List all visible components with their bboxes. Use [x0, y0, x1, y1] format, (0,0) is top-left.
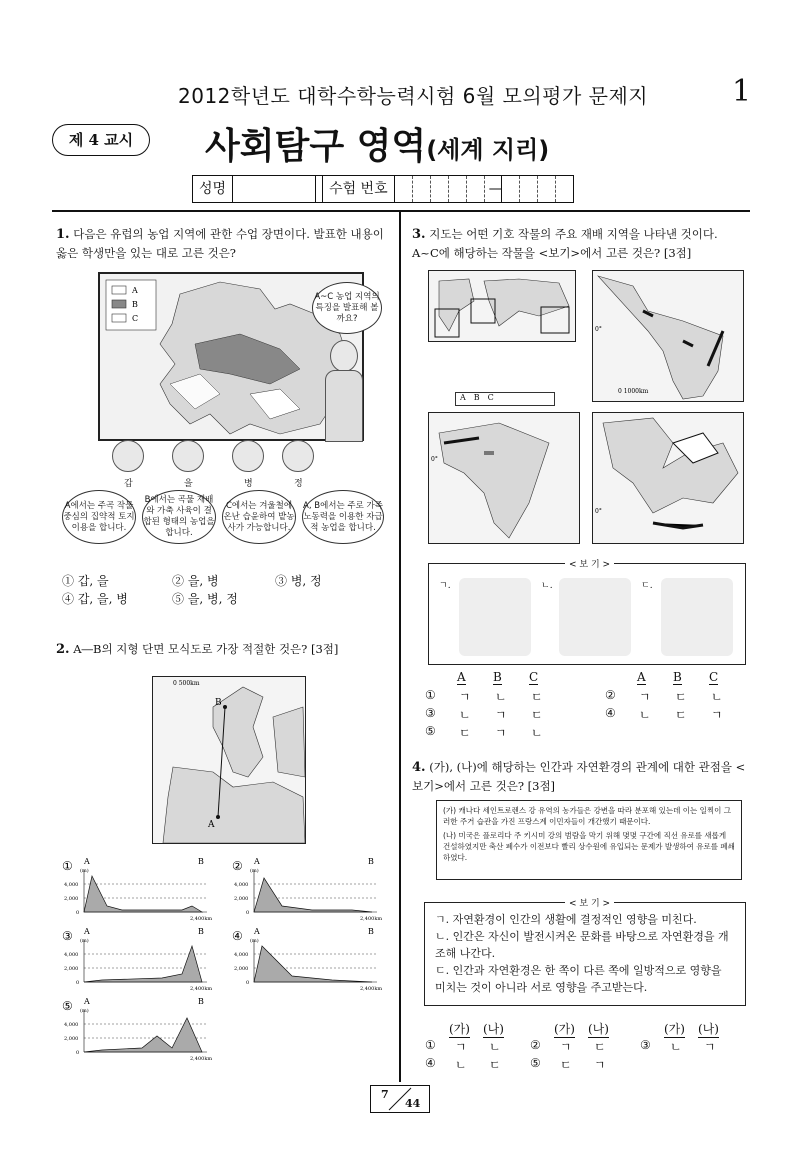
q4-col-header: (나): [698, 1022, 719, 1036]
subject-main: 사회탐구 영역: [205, 126, 427, 167]
q3-choice-cell: ㄷ: [675, 690, 687, 704]
footer-total: 44: [405, 1097, 421, 1110]
q3-choice-cell: ㄱ: [495, 726, 507, 740]
q2-point-b: B: [215, 698, 222, 708]
q3-bogi-label: ㄴ.: [541, 581, 553, 591]
profile-xend: 2,400km: [190, 1056, 213, 1062]
q3-stem: [412, 225, 747, 262]
q3-choice-cell: ㄱ: [711, 708, 723, 722]
exam-no-label: 수험 번호: [322, 176, 395, 202]
q4-passage-ga: (가) 캐나다 세인트로렌스 강 유역의 농가들은 강변을 따라 분포해 있는데 이는 일찍이 그러한 주거 습관을 가진 프랑스계 이민자들이 개간했기 때문이다.: [443, 806, 732, 826]
header-rule: [52, 210, 750, 212]
student-label: 을: [184, 479, 193, 489]
profile-num: ⑤: [62, 999, 73, 1013]
q4-choice-cell: ㄱ: [560, 1040, 572, 1054]
profile-tick: 0: [246, 910, 250, 916]
student-gap-figure: [112, 440, 144, 472]
page-number: 1: [732, 74, 752, 109]
q3-choice-cell: ㄱ: [495, 708, 507, 722]
profile-xend: 2,400km: [360, 986, 383, 992]
q3-legend: [455, 392, 555, 406]
q2-stem: [56, 640, 391, 659]
profile-tick: 2,000: [234, 966, 249, 972]
q1-choice-2[interactable]: ② 을, 병: [172, 574, 219, 588]
q2-scale: 0 500km: [173, 680, 200, 687]
q3-col-header: C: [709, 670, 719, 684]
profile-shape: [254, 878, 372, 912]
statement-byeong: C에서는 겨울철에 온난 습윤하여 밭농사가 가능합니다.: [222, 490, 296, 544]
q3-legend-a: A: [460, 393, 466, 402]
q3-answer-table: [425, 670, 745, 740]
exam-no-digit[interactable]: [395, 176, 413, 202]
profile-option[interactable]: [62, 857, 212, 922]
q3-choice-cell: ㄴ: [495, 690, 507, 704]
q3-choice-cell: ㄴ: [459, 708, 471, 722]
student-label: 병: [244, 479, 253, 489]
profile-unit: (m): [80, 938, 89, 944]
q2-map: [152, 676, 306, 844]
q4-choice-cell: ㄱ: [455, 1040, 467, 1054]
profile-tick: 4,000: [64, 952, 79, 958]
q4-choice-num[interactable]: ⑤: [530, 1056, 541, 1070]
exam-no-digit[interactable]: [449, 176, 467, 202]
q4-choice-cell: ㄴ: [489, 1040, 501, 1054]
q1-choice-4[interactable]: ④ 갑, 을, 병: [62, 592, 128, 606]
q3-choice-cell: ㄱ: [459, 690, 471, 704]
q3-choice-cell: ㄷ: [531, 690, 543, 704]
q4-bogi-item: ㄱ. 자연환경이 인간의 생활에 결정적인 영향을 미친다.: [435, 913, 697, 926]
profile-tick: 0: [76, 910, 80, 916]
q3-col-header: A: [637, 670, 646, 684]
q4-passage: [436, 800, 742, 880]
q4-choice-cell: ㄱ: [704, 1040, 716, 1054]
profile-tick: 4,000: [234, 882, 249, 888]
profile-b: B: [198, 857, 204, 866]
profile-tick: 2,000: [64, 1036, 79, 1042]
q4-choice-cell: ㄴ: [670, 1040, 682, 1054]
profile-shape: [254, 946, 372, 982]
q4-choice-num[interactable]: ④: [425, 1056, 436, 1070]
profile-unit: (m): [80, 1008, 89, 1014]
q3-choice-cell: ㄷ: [531, 708, 543, 722]
q1-stem: [56, 225, 391, 262]
q3-col-header: B: [493, 670, 502, 684]
profile-tick: 2,000: [234, 896, 249, 902]
exam-no-digit[interactable]: [538, 176, 556, 202]
student-eul-figure: [172, 440, 204, 472]
q4-col-header: (나): [588, 1022, 609, 1036]
profile-tick: 4,000: [64, 1022, 79, 1028]
q3-equator: 0°: [431, 456, 438, 463]
statement-jeong: A, B에서는 주로 가족 노동력을 이용한 자급적 농업을 합니다.: [302, 490, 384, 544]
profile-xend: 2,400km: [190, 916, 213, 922]
q4-choice-num[interactable]: ①: [425, 1038, 436, 1052]
exam-no-digit[interactable]: [413, 176, 431, 202]
name-field[interactable]: [233, 176, 316, 202]
q1-choice-5[interactable]: ⑤ 을, 병, 정: [172, 592, 238, 606]
q3-bogi: [428, 560, 746, 665]
subject-title: [205, 118, 549, 169]
profile-a: A: [254, 927, 260, 936]
q3-scale: 0 1000km: [618, 388, 649, 395]
q3-col-header: B: [673, 670, 682, 684]
exam-no-digit[interactable]: [467, 176, 485, 202]
column-divider: [399, 212, 401, 1082]
q4-col-header: (나): [483, 1022, 504, 1036]
profile-tick: 2,000: [64, 966, 79, 972]
profile-shape: [84, 1018, 202, 1052]
crop-image-3: [661, 578, 733, 656]
profile-tick: 0: [76, 1050, 80, 1056]
q4-choice-cell: ㄷ: [594, 1040, 606, 1054]
q4-number: 4.: [412, 760, 426, 775]
profile-option[interactable]: [62, 997, 212, 1062]
q3-bogi-title: < 보 기 >: [565, 557, 614, 570]
q3-text: 지도는 어떤 기호 작물의 주요 재배 지역을 나타낸 것이다. A~C에 해당하는 작물을 <보기>에서 고른 것은? [3점]: [412, 227, 718, 260]
america-map: [592, 270, 744, 402]
q3-choice-cell: ㄴ: [531, 726, 543, 740]
q2-point-a: A: [208, 820, 215, 830]
q4-choice-cell: ㄷ: [560, 1058, 572, 1072]
world-map: [428, 270, 576, 342]
profile-option[interactable]: [62, 927, 212, 992]
teacher-bubble: A~C 농업 지역의 특징을 발표해 볼까요?: [312, 282, 382, 334]
q4-answer-table: [425, 1020, 745, 1075]
profile-a: A: [84, 857, 90, 866]
q4-choice-cell: ㄴ: [455, 1058, 467, 1072]
q3-choice-cell: ㄱ: [639, 690, 651, 704]
footer-page: 7: [381, 1088, 389, 1101]
profile-unit: (m): [80, 868, 89, 874]
profile-num: ①: [62, 859, 73, 873]
q4-col-header: (가): [664, 1022, 685, 1036]
q3-choice-num[interactable]: ⑤: [425, 724, 436, 738]
teacher-figure: [330, 340, 358, 372]
profile-tick: 0: [76, 980, 80, 986]
q2-number: 2.: [56, 642, 70, 657]
q3-number: 3.: [412, 227, 426, 242]
profile-tick: 2,000: [64, 896, 79, 902]
profile-num: ③: [62, 929, 73, 943]
q4-choice-num[interactable]: ②: [530, 1038, 541, 1052]
exam-no-digit[interactable]: [431, 176, 449, 202]
q1-text: 다음은 유럽의 농업 지역에 관한 수업 장면이다. 발표한 내용이 옳은 학생만을 있는 대로 고른 것은?: [56, 227, 384, 260]
student-label: 갑: [124, 479, 133, 489]
q1-choice-3[interactable]: ③ 병, 정: [275, 574, 322, 588]
africa-map: [428, 412, 580, 544]
exam-no-digit[interactable]: [502, 176, 520, 202]
q4-text: (가), (나)에 해당하는 인간과 자연환경의 관계에 대한 관점을 <보기>에서 고른 것은? [3점]: [412, 760, 746, 793]
q1-choice-1[interactable]: ① 갑, 을: [62, 574, 109, 588]
q3-col-header: A: [457, 670, 466, 684]
exam-no-digit[interactable]: [520, 176, 538, 202]
exam-no-sep: —: [485, 176, 502, 202]
student-byeong-figure: [232, 440, 264, 472]
q4-bogi-title: < 보 기 >: [565, 896, 614, 913]
q4-bogi-item: ㄷ. 인간과 자연환경은 한 쪽이 다른 쪽에 일방적으로 영향을 미치는 것이 아니라 서로 영향을 주고받는다.: [435, 964, 722, 994]
q1-number: 1.: [56, 227, 70, 242]
profile-option[interactable]: [232, 857, 382, 922]
subject-sub: (세계 지리): [426, 136, 550, 164]
profile-shape: [84, 876, 202, 912]
q3-col-header: C: [529, 670, 539, 684]
profile-a: A: [84, 927, 90, 936]
session-badge: 제 4 교시: [52, 124, 150, 156]
page-footer: [370, 1085, 430, 1113]
exam-no-digit[interactable]: [556, 176, 573, 202]
profile-tick: 4,000: [234, 952, 249, 958]
profile-xend: 2,400km: [190, 986, 213, 992]
q3-choice-cell: ㄴ: [711, 690, 723, 704]
q4-col-header: (가): [449, 1022, 470, 1036]
id-box: [192, 175, 574, 203]
q3-equator: 0°: [595, 326, 602, 333]
profile-b: B: [198, 997, 204, 1006]
profile-b: B: [368, 927, 374, 936]
q2-text: A―B의 지형 단면 모식도로 가장 적절한 것은? [3점]: [73, 642, 339, 656]
q4-stem: [412, 758, 747, 795]
q4-choice-cell: ㄱ: [594, 1058, 606, 1072]
q3-choice-cell: ㄴ: [639, 708, 651, 722]
profile-unit: (m): [250, 938, 259, 944]
q3-choice-cell: ㄷ: [459, 726, 471, 740]
profile-b: B: [198, 927, 204, 936]
profiles-svg: [62, 856, 392, 1071]
asia-map: [592, 412, 744, 544]
q3-choice-cell: ㄷ: [675, 708, 687, 722]
legend-c: C: [132, 314, 139, 323]
profile-a: A: [84, 997, 90, 1006]
q3-choice-num[interactable]: ①: [425, 688, 436, 702]
q3-legend-b: B: [473, 393, 480, 402]
statement-gap: A에서는 주곡 작물 중심의 집약적 토지 이용을 합니다.: [62, 490, 136, 544]
exam-title: 2012학년도 대학수학능력시험 6월 모의평가 문제지: [178, 84, 649, 108]
q3-legend-c: C: [487, 393, 494, 402]
q2-profiles: [62, 856, 392, 1071]
q4-bogi: [424, 899, 746, 1006]
crop-image-1: [459, 578, 531, 656]
profile-tick: 4,000: [64, 882, 79, 888]
legend-b: B: [132, 300, 138, 309]
q3-bogi-label: ㄱ.: [439, 581, 451, 591]
q4-passage-na: (나) 미국은 플로리다 주 키시미 강의 범람을 막기 위해 몇몇 구간에 직선 유로를 새롭게 건설하였지만 축산 폐수가 이전보다 빨리 상수원에 유입되는 문제가 발생하여 유로를 폐쇄하였다.: [443, 831, 735, 862]
profile-num: ④: [232, 929, 243, 943]
teacher-body: [325, 370, 363, 442]
profile-num: ②: [232, 859, 243, 873]
student-label: 정: [294, 479, 303, 489]
student-jeong-figure: [282, 440, 314, 472]
profile-option[interactable]: [232, 927, 382, 992]
profile-b: B: [368, 857, 374, 866]
name-label: 성명: [193, 176, 233, 202]
q3-equator: 0°: [595, 508, 602, 515]
q3-choice-num[interactable]: ②: [605, 688, 616, 702]
scandinavia-map: [153, 677, 305, 843]
profile-xend: 2,400km: [360, 916, 383, 922]
q3-choice-num[interactable]: ④: [605, 706, 616, 720]
profile-a: A: [254, 857, 260, 866]
profile-tick: 0: [246, 980, 250, 986]
profile-shape: [84, 946, 202, 982]
crop-image-2: [559, 578, 631, 656]
q3-bogi-label: ㄷ.: [641, 581, 653, 591]
q3-choice-num[interactable]: ③: [425, 706, 436, 720]
q4-choice-num[interactable]: ③: [640, 1038, 651, 1052]
q4-col-header: (가): [554, 1022, 575, 1036]
statement-eul: B에서는 곡물 재배와 가축 사육이 결합된 형태의 농업을 합니다.: [142, 490, 216, 544]
q4-bogi-item: ㄴ. 인간은 자신이 발전시켜온 문화를 바탕으로 자연환경을 개조해 나간다.: [435, 930, 729, 960]
legend-a: A: [132, 286, 138, 295]
q4-choice-cell: ㄷ: [489, 1058, 501, 1072]
profile-unit: (m): [250, 868, 259, 874]
